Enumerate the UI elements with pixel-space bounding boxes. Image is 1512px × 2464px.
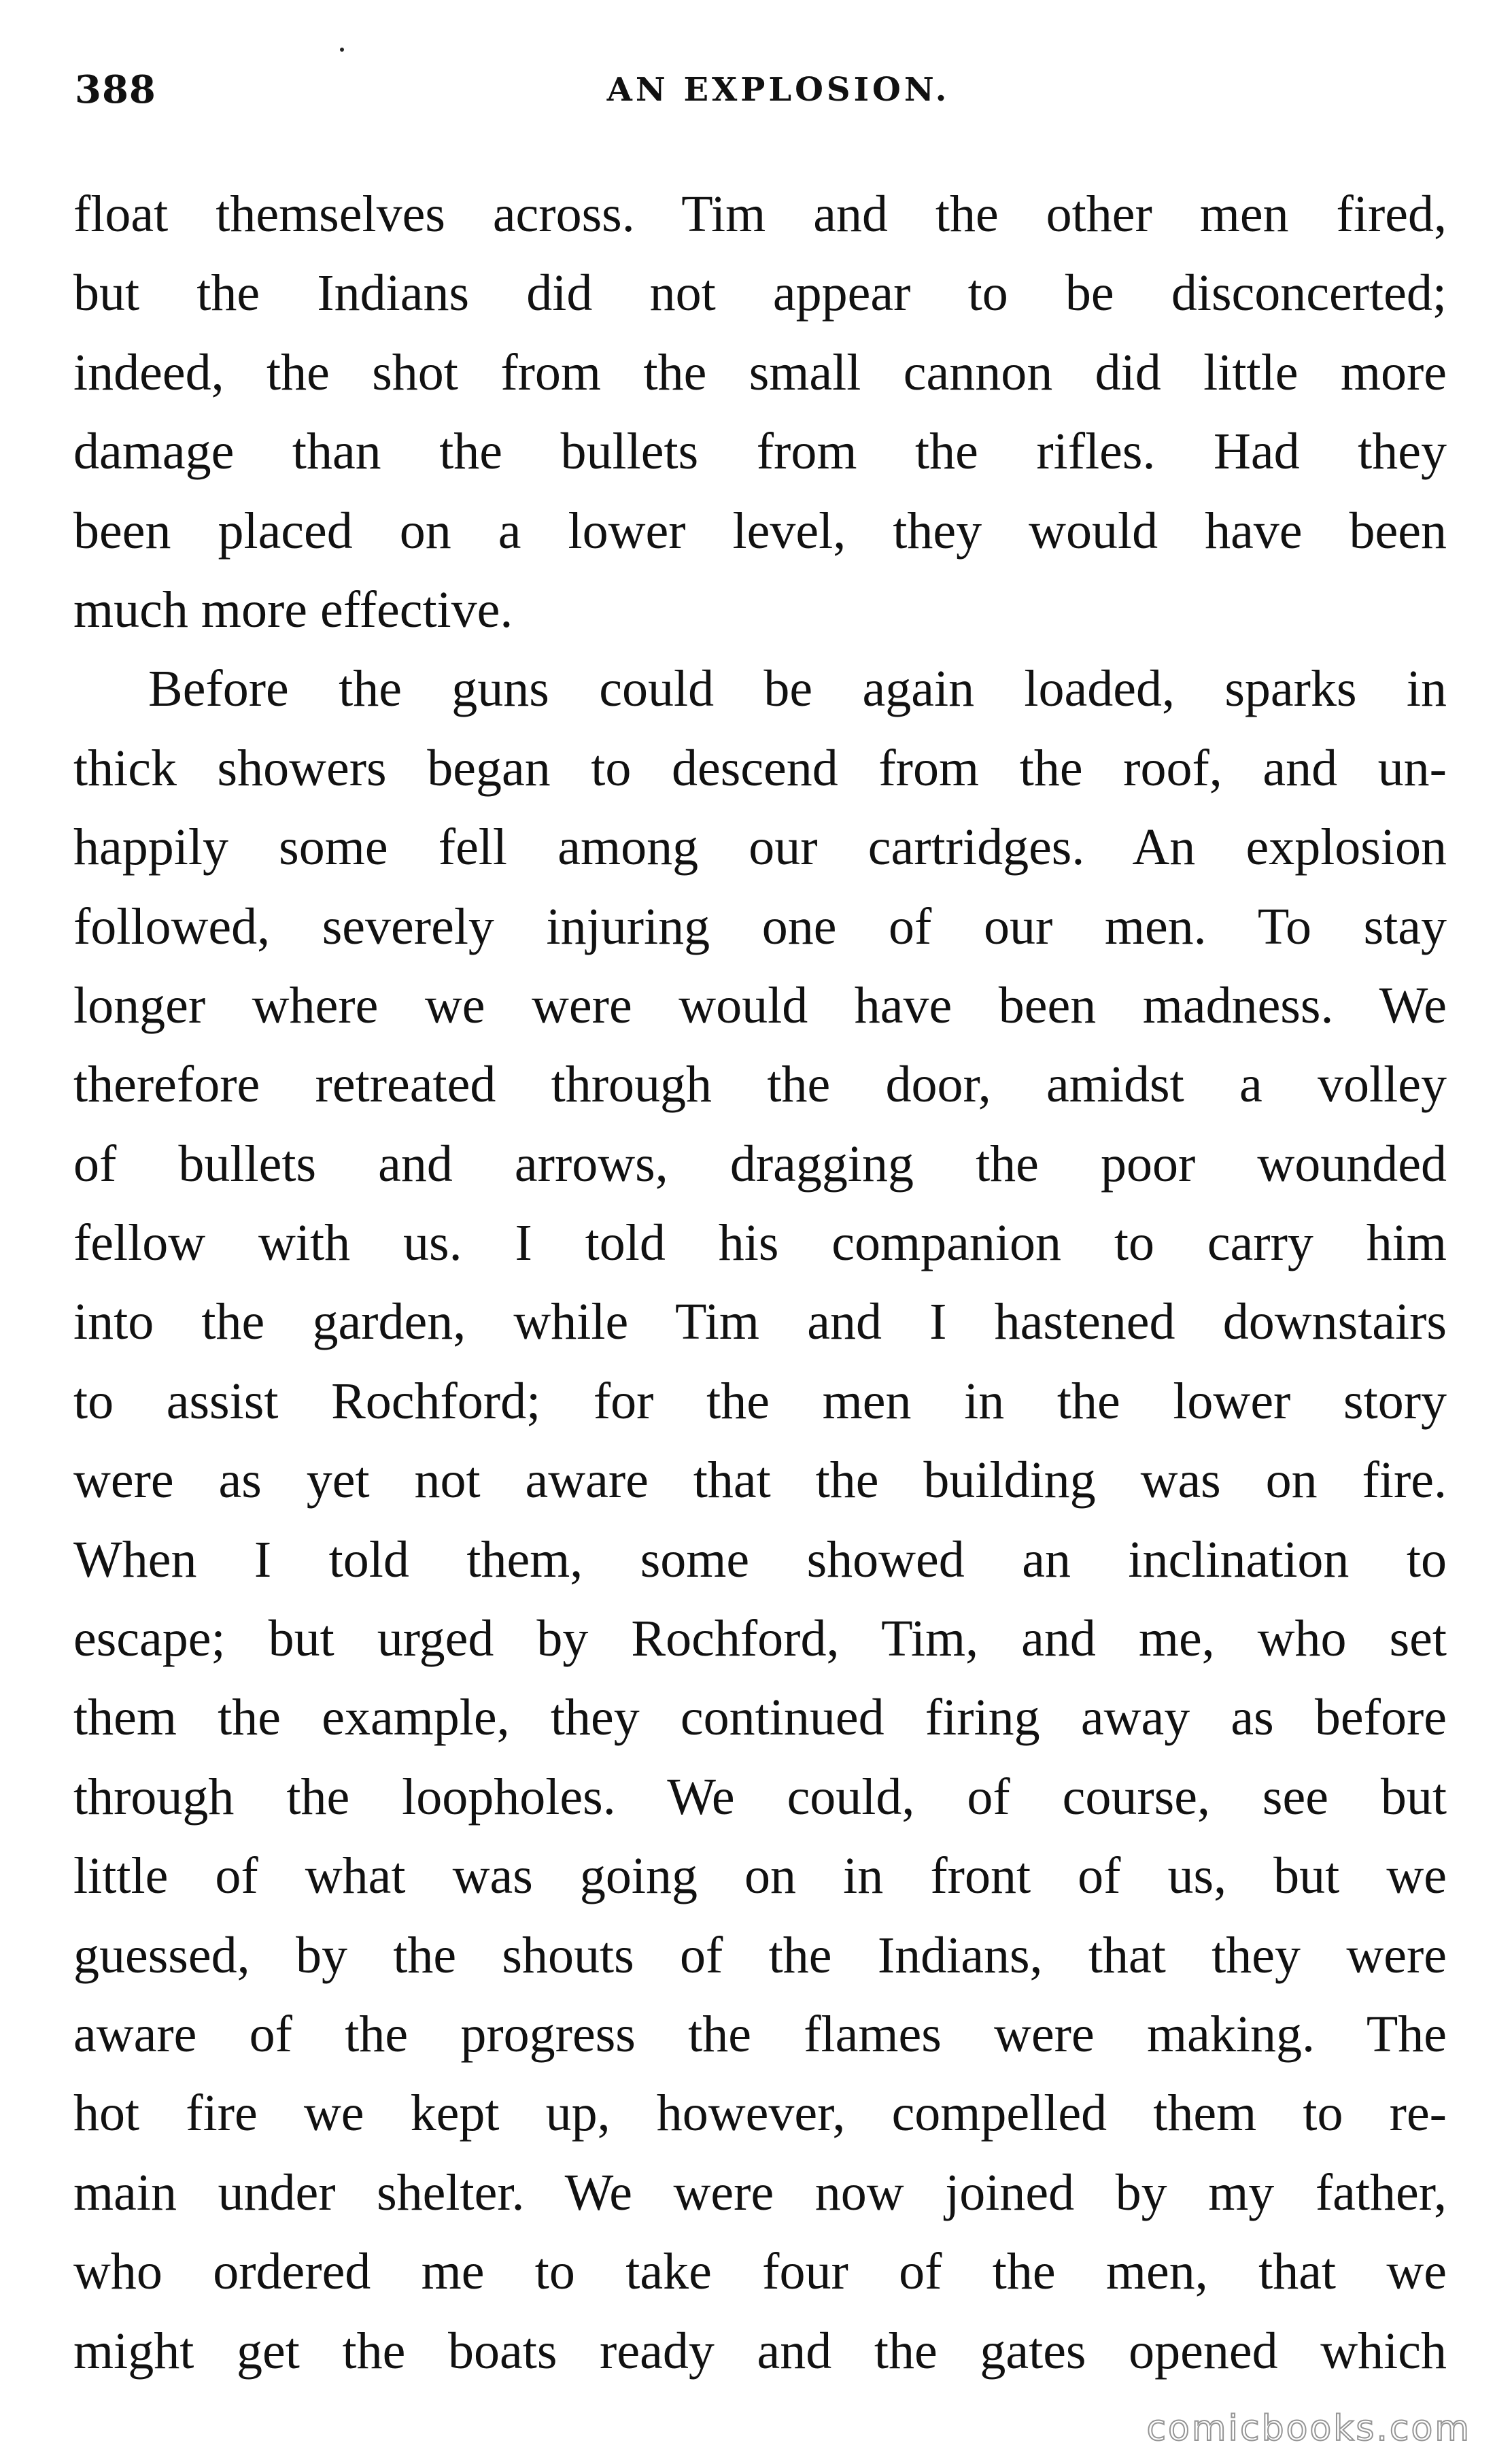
text-line: aware of the progress the flames were making. The	[73, 2005, 1447, 2063]
text-line: longer where we were would have been madness. We	[73, 976, 1447, 1034]
text-line: them the example, they continued firing away as before	[73, 1689, 1447, 1747]
page-header	[75, 63, 1441, 117]
text-line: hot fire we kept up, however, compelled them to re-	[73, 2085, 1447, 2142]
text-line: main under shelter. We were now joined by my father,	[73, 2163, 1447, 2221]
text-line: but the Indians did not appear to be disconcerted;	[73, 264, 1447, 322]
text-line: to assist Rochford; for the men in the lower story	[73, 1372, 1447, 1430]
text-line: through the loopholes. We could, of course, see but	[73, 1768, 1447, 1826]
text-line: followed, severely injuring one of our men. To stay	[73, 897, 1447, 955]
text-line: happily some fell among our cartridges. An explosion	[73, 819, 1447, 876]
text-line: When I told them, some showed an inclination to	[73, 1530, 1447, 1588]
running-title: AN EXPLOSION.	[606, 71, 950, 109]
text-line: damage than the bullets from the rifles. Had they	[73, 423, 1447, 481]
text-line: fellow with us. I told his companion to carry him	[73, 1214, 1447, 1272]
text-line-paragraph-start: Before the guns could be again loaded, sparks in	[148, 660, 1447, 718]
body-text	[73, 175, 1447, 2391]
text-line: guessed, by the shouts of the Indians, that they were	[73, 1926, 1447, 1984]
text-line: into the garden, while Tim and I hastened downstairs	[73, 1293, 1447, 1351]
text-line: escape; but urged by Rochford, Tim, and me, who set	[73, 1610, 1447, 1668]
text-line: been placed on a lower level, they would have been	[73, 502, 1447, 560]
text-line: therefore retreated through the door, amidst a volley	[73, 1056, 1447, 1114]
page-number: 388	[75, 67, 156, 112]
text-line: float themselves across. Tim and the other men fired,	[73, 186, 1447, 243]
text-line: were as yet not aware that the building was on fire.	[73, 1452, 1447, 1509]
text-line: of bullets and arrows, dragging the poor wounded	[73, 1135, 1447, 1193]
text-line: indeed, the shot from the small cannon did little more	[73, 343, 1447, 401]
text-line: little of what was going on in front of us, but we	[73, 1847, 1447, 1905]
ink-speck	[340, 48, 344, 52]
text-line: thick showers began to descend from the roof, and un-	[73, 739, 1447, 797]
site-watermark: comicbooks.com	[1146, 2408, 1471, 2449]
text-line-paragraph-end: much more effective.	[73, 581, 513, 638]
text-line: might get the boats ready and the gates opened which	[73, 2322, 1447, 2380]
text-line: who ordered me to take four of the men, that we	[73, 2243, 1447, 2301]
